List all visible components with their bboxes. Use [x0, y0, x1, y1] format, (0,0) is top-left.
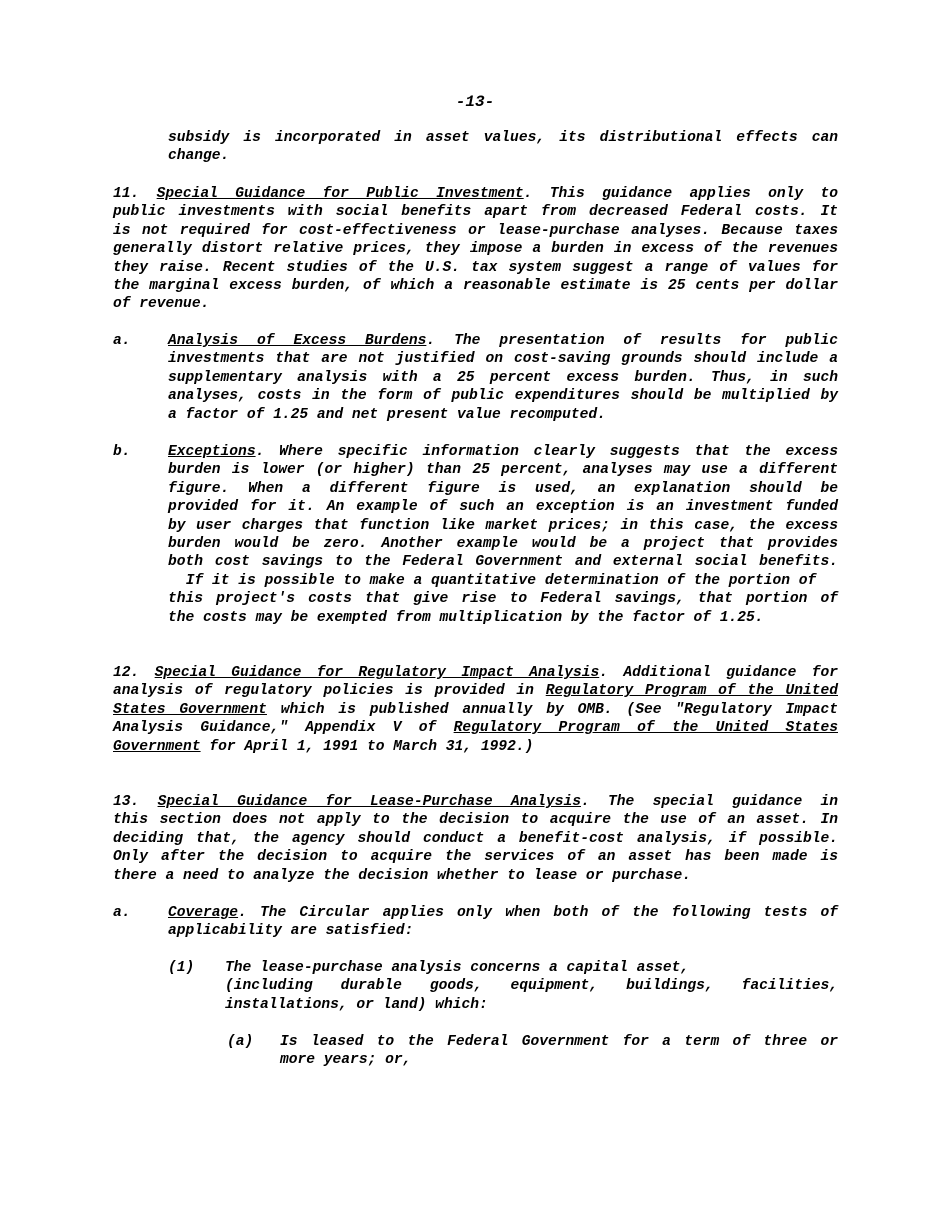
section-13: [113, 793, 838, 885]
text-segment: . Where specific information clearly suggests that the excess: [255, 444, 838, 460]
text-line: burden is lower (or higher) than 25 percent, analyses may use a different: [168, 462, 838, 479]
section-12: [113, 664, 838, 756]
text-line: of revenue.: [113, 296, 210, 313]
text-segment: . This guidance applies only to: [523, 186, 838, 202]
text-line: public investments with social benefits apart from decreased Federal costs. It: [113, 204, 838, 221]
text-line: deciding that, the agency should conduct a benefit-cost analysis, if possible.: [113, 830, 838, 847]
text-line: [168, 443, 838, 461]
text-segment: which is published annually by OMB. (See "Regulatory Impact: [266, 701, 838, 718]
item-heading: Analysis of Excess Burdens: [168, 333, 427, 349]
text-line: burden would be zero. Another example would be a project that provides: [168, 536, 838, 553]
section-number: 13.: [113, 794, 140, 810]
item-label: (a): [227, 1034, 254, 1050]
text-line: provided for it. An example of such an exception is an investment funded: [168, 499, 838, 516]
text-line: installations, or land) which:: [225, 996, 488, 1013]
item-label: b.: [113, 444, 131, 460]
text-line: by user charges that function like market prices; in this case, the excess: [168, 517, 838, 534]
text-line: [113, 719, 838, 737]
text-segment: Analysis Guidance," Appendix V of: [113, 720, 454, 737]
section-heading: Special Guidance for Regulatory Impact Analysis: [154, 665, 600, 681]
section-number: 12.: [113, 665, 140, 681]
text-line: applicability are satisfied:: [168, 923, 414, 940]
text-segment: . The presentation of results for public: [426, 333, 839, 349]
text-segment: . Additional guidance for: [599, 665, 838, 681]
text-line: [113, 738, 838, 756]
text-line: they raise. Recent studies of the U.S. tax system suggest a range of values for: [113, 259, 838, 276]
section-11b: [168, 443, 838, 627]
text-line: this section does not apply to the decision to acquire the use of an asset. In: [113, 812, 838, 829]
item-heading: Coverage: [168, 905, 239, 921]
text-line: a factor of 1.25 and net present value recomputed.: [168, 406, 606, 423]
text-line: [113, 664, 838, 682]
text-line: more years; or,: [280, 1052, 412, 1069]
text-line: Is leased to the Federal Government for a term of three or: [280, 1034, 838, 1050]
text-line: analyses, costs in the form of public expenditures should be multiplied by: [168, 388, 838, 405]
text-line: investments that are not justified on cost-saving grounds should include a: [168, 351, 838, 368]
item-label: a.: [113, 333, 131, 349]
text-segment: analysis of regulatory policies is provided in: [113, 683, 546, 700]
text-line: [113, 793, 838, 811]
section-13a: [168, 904, 838, 941]
text-line: [168, 904, 838, 922]
publication-title: Government: [113, 738, 201, 755]
page-number: -13-: [455, 93, 495, 111]
text-line: the marginal excess burden, of which a reasonable estimate is 25 cents per dollar: [113, 278, 838, 295]
item-heading: Exceptions: [168, 444, 256, 460]
section-13a-1: [225, 959, 838, 1014]
text-segment: . The special guidance in: [580, 794, 838, 810]
text-line: this project's costs that give rise to Federal savings, that portion of: [168, 591, 838, 608]
section-number: 11.: [113, 186, 140, 202]
text-line: is not required for cost-effectiveness or lease-purchase analyses. Because taxes: [113, 222, 838, 239]
text-line: figure. When a different figure is used, an explanation should be: [168, 480, 838, 497]
section-heading: Special Guidance for Lease-Purchase Analysis: [157, 794, 581, 810]
publication-title: Regulatory Program of the United: [545, 683, 838, 700]
text-line: the costs may be exempted from multiplication by the factor of 1.25.: [168, 609, 764, 626]
publication-title: States Government: [113, 701, 267, 718]
item-label: a.: [113, 905, 131, 921]
text-line: both cost savings to the Federal Government and external social benefits.: [168, 554, 838, 571]
section-heading: Special Guidance for Public Investment: [156, 186, 524, 202]
text-segment: . The Circular applies only when both of the following tests of: [238, 905, 838, 921]
text-line: there a need to analyze the decision whether to lease or purchase.: [113, 867, 692, 884]
text-line: Only after the decision to acquire the services of an asset has been made is: [113, 849, 838, 866]
text-line: [113, 185, 838, 203]
text-line: [168, 332, 838, 350]
text-line: (including durable goods, equipment, buildings, facilities,: [225, 978, 838, 995]
text-line: subsidy is incorporated in asset values, its distributional effects can: [168, 130, 838, 146]
item-label: (1): [168, 960, 195, 976]
text-line: The lease-purchase analysis concerns a capital asset,: [225, 960, 690, 976]
text-line: supplementary analysis with a 25 percent excess burden. Thus, in such: [168, 369, 838, 386]
section-13a-1a: [280, 1033, 838, 1070]
section-11: [113, 185, 838, 314]
text-line: [113, 682, 838, 700]
text-line: change.: [168, 148, 230, 165]
text-line: If it is possible to make a quantitative determination of the portion of: [177, 572, 817, 589]
text-line: generally distort relative prices, they impose a burden in excess of the revenues: [113, 241, 838, 258]
carryover-paragraph: [168, 129, 838, 166]
text-segment: for April 1, 1991 to March 31, 1992.): [200, 738, 534, 755]
publication-title: Regulatory Program of the United States: [453, 720, 838, 737]
section-11a: [168, 332, 838, 424]
text-line: [113, 701, 838, 719]
